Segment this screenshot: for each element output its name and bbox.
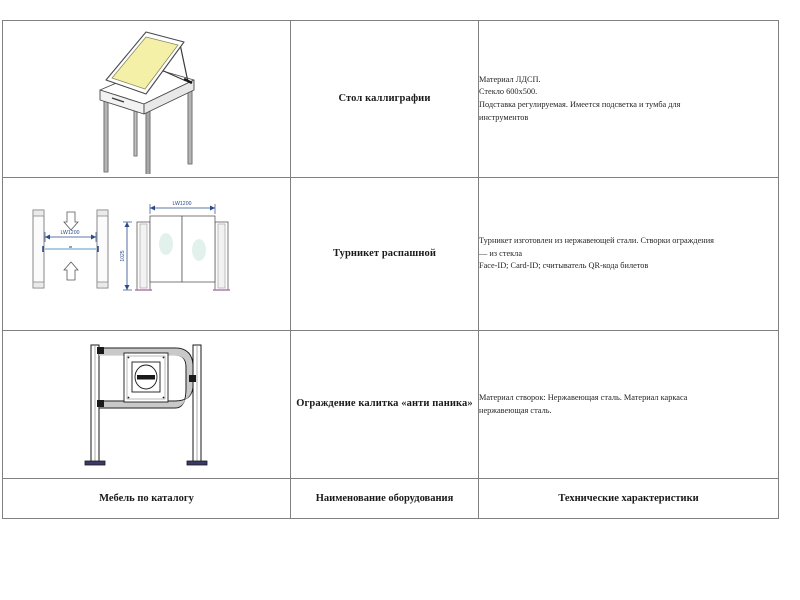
footer-label-name-column: Наименование оборудования <box>291 479 479 519</box>
equipment-name-anti-panic-gate: Ограждение калитка «анти паника» <box>291 331 479 479</box>
equipment-spec-table <box>2 20 779 519</box>
specs-cell-anti-panic-gate <box>479 331 779 479</box>
table-row <box>3 178 779 331</box>
turnstile-svg <box>19 192 274 317</box>
table-row <box>3 331 779 479</box>
spec-line: Face-ID; Card-ID; считыватель QR-кода билетов <box>479 261 649 271</box>
anti-panic-gate-drawing <box>3 335 290 475</box>
spec-line: нержавеющая сталь. <box>479 405 552 415</box>
calligraphy-table-svg <box>72 24 222 174</box>
equipment-name-turnstile: Турникет распашной <box>291 178 479 331</box>
image-cell-calligraphy-table <box>3 21 291 178</box>
turnstile-plan-dimension-label: LW1200 <box>60 229 80 236</box>
specs-cell-calligraphy-table <box>479 21 779 178</box>
table-row <box>3 21 779 178</box>
spec-line: Стекло 600х500. <box>479 87 538 97</box>
footer-label-image-column: Мебель по каталогу <box>3 479 291 519</box>
table-footer-row <box>3 479 779 519</box>
image-cell-turnstile <box>3 178 291 331</box>
swing-turnstile-drawing <box>3 192 290 317</box>
anti-panic-gate-svg <box>67 335 227 475</box>
image-cell-anti-panic-gate <box>3 331 291 479</box>
turnstile-height-label: 1025 <box>120 249 126 262</box>
equipment-name-calligraphy-table: Стол каллиграфии <box>291 21 479 178</box>
spec-line: инструментов <box>479 112 529 122</box>
turnstile-elevation-width-label: LW1200 <box>172 200 192 207</box>
spec-line: Материал ЛДСП. <box>479 74 541 84</box>
calligraphy-table-drawing <box>3 24 290 174</box>
specs-cell-turnstile <box>479 178 779 331</box>
spec-line: Материал створок: Нержавеющая сталь. Материал каркаса <box>479 392 688 402</box>
footer-label-specs-column: Технические характеристики <box>479 479 779 519</box>
spec-line: — из стекла <box>479 248 523 258</box>
spec-line: Подставка регулируемая. Имеется подсветка и тумба для <box>479 100 681 109</box>
spec-line: Турникет изготовлен из нержавеющей стали. Створки ограждения <box>479 236 714 246</box>
